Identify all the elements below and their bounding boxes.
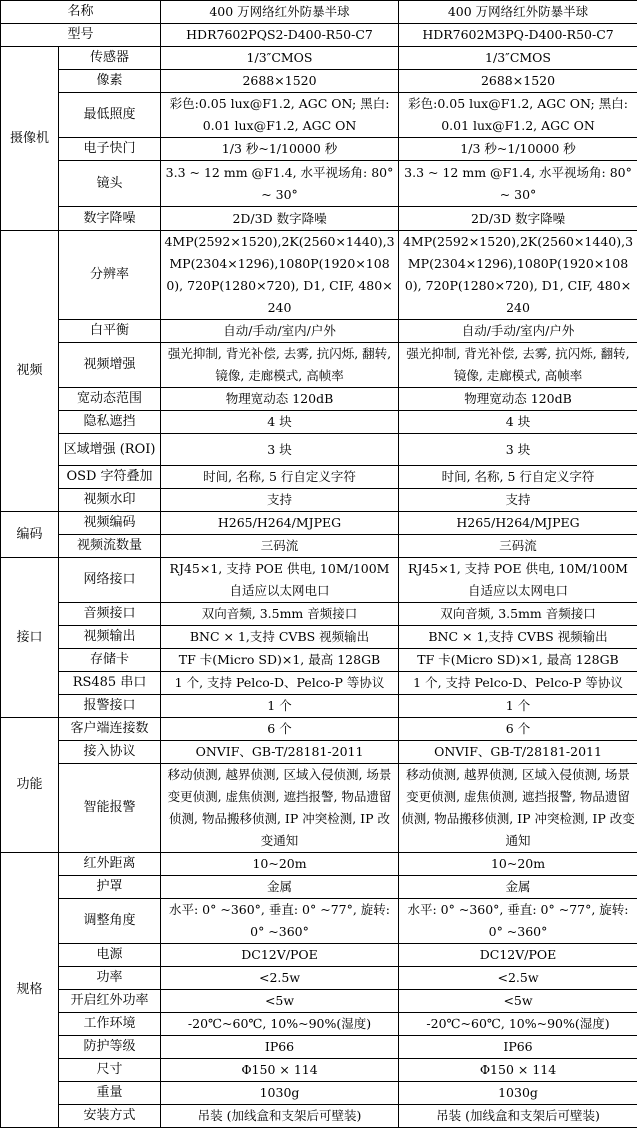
product-model-1: HDR7602PQS2-D400-R50-C7 (161, 24, 399, 47)
cell-value: BNC × 1,支持 CVBS 视频输出 (399, 626, 637, 649)
cell-value: 4 块 (161, 411, 399, 434)
cell-value: 金属 (399, 876, 637, 899)
cell-value: 吊装 (加线盒和支架后可壁装) (161, 1105, 399, 1128)
row-label: 红外距离 (59, 853, 161, 876)
cell-value: 时间, 名称, 5 行自定义字符 (161, 466, 399, 489)
cell-value: BNC × 1,支持 CVBS 视频输出 (161, 626, 399, 649)
row-label: 防护等级 (59, 1036, 161, 1059)
cell-value: 6 个 (399, 718, 637, 741)
table-row (1, 741, 637, 764)
cell-value: 水平: 0° ~360°, 垂直: 0° ~77°, 旋转: 0° ~360° (161, 899, 399, 944)
product-name-2: 400 万网络红外防暴半球 (399, 1, 637, 24)
table-row (1, 70, 637, 93)
table-row (1, 231, 637, 320)
cell-value: IP66 (399, 1036, 637, 1059)
cell-value: 双向音频, 3.5mm 音频接口 (399, 603, 637, 626)
row-label: 数字降噪 (59, 207, 161, 231)
cell-value: -20℃~60℃, 10%~90%(湿度) (161, 1013, 399, 1036)
row-label: 最低照度 (59, 93, 161, 138)
product-name-1: 400 万网络红外防暴半球 (161, 1, 399, 24)
table-row (1, 718, 637, 741)
cell-value: 4MP(2592×1520),2K(2560×1440),3MP(2304×1296),1080P(1920×1080), 720P(1280×720), D1, CIF, 480×240 (161, 231, 399, 320)
table-row (1, 967, 637, 990)
row-label: 视频增强 (59, 343, 161, 388)
row-label: 尺寸 (59, 1059, 161, 1082)
row-label: 接入协议 (59, 741, 161, 764)
cell-value: <2.5w (399, 967, 637, 990)
table-row (1, 649, 637, 672)
cell-value: 1/3 秒~1/10000 秒 (161, 138, 399, 161)
table-row (1, 343, 637, 388)
cell-value: 2D/3D 数字降噪 (399, 207, 637, 231)
section-function: 功能 (1, 718, 59, 853)
cell-value: H265/H264/MJPEG (399, 512, 637, 535)
cell-value: <2.5w (161, 967, 399, 990)
cell-value: Φ150 × 114 (399, 1059, 637, 1082)
cell-value: 2688×1520 (161, 70, 399, 93)
row-label: OSD 字符叠加 (59, 466, 161, 489)
section-camera: 摄像机 (1, 47, 59, 231)
table-row (1, 138, 637, 161)
table-row (1, 512, 637, 535)
table-row (1, 93, 637, 138)
cell-value: RJ45×1, 支持 POE 供电, 10M/100M 自适应以太网电口 (161, 558, 399, 603)
row-label: 视频编码 (59, 512, 161, 535)
cell-value: DC12V/POE (399, 944, 637, 967)
cell-value: 3 块 (399, 434, 637, 466)
table-row (1, 944, 637, 967)
table-row (1, 1, 637, 24)
row-label: 网络接口 (59, 558, 161, 603)
row-label: 宽动态范围 (59, 388, 161, 411)
cell-value: 强光抑制, 背光补偿, 去雾, 抗闪烁, 翻转, 镜像, 走廊模式, 高帧率 (161, 343, 399, 388)
table-row (1, 695, 637, 718)
section-specs: 规格 (1, 853, 59, 1128)
cell-value: ONVIF、GB-T/28181-2011 (399, 741, 637, 764)
model-label: 型号 (1, 24, 161, 47)
cell-value: 吊装 (加线盒和支架后可壁装) (399, 1105, 637, 1128)
cell-value: 3.3 ~ 12 mm @F1.4, 水平视场角: 80° ~ 30° (399, 161, 637, 207)
table-row (1, 24, 637, 47)
table-row (1, 1036, 637, 1059)
name-label: 名称 (1, 1, 161, 24)
table-row (1, 320, 637, 343)
row-label: 像素 (59, 70, 161, 93)
cell-value: 4 块 (399, 411, 637, 434)
cell-value: 自动/手动/室内/户外 (161, 320, 399, 343)
cell-value: <5w (399, 990, 637, 1013)
row-label: 功率 (59, 967, 161, 990)
cell-value: 1 个 (161, 695, 399, 718)
table-row (1, 558, 637, 603)
row-label: 重量 (59, 1082, 161, 1105)
table-row (1, 411, 637, 434)
table-row (1, 47, 637, 70)
cell-value: 1030g (399, 1082, 637, 1105)
cell-value: 1/3″CMOS (399, 47, 637, 70)
cell-value: IP66 (161, 1036, 399, 1059)
table-row (1, 1059, 637, 1082)
cell-value: 6 个 (161, 718, 399, 741)
cell-value: 2688×1520 (399, 70, 637, 93)
table-row (1, 466, 637, 489)
row-label: 区域增强 (ROI) (59, 434, 161, 466)
row-label: 分辨率 (59, 231, 161, 320)
cell-value: 彩色:0.05 lux@F1.2, AGC ON; 黑白: 0.01 lux@F1.2, AGC ON (161, 93, 399, 138)
row-label: 镜头 (59, 161, 161, 207)
cell-value: ONVIF、GB-T/28181-2011 (161, 741, 399, 764)
section-encoding: 编码 (1, 512, 59, 558)
row-label: 开启红外功率 (59, 990, 161, 1013)
cell-value: 支持 (399, 489, 637, 512)
row-label: 传感器 (59, 47, 161, 70)
cell-value: 4MP(2592×1520),2K(2560×1440),3MP(2304×1296),1080P(1920×1080), 720P(1280×720), D1, CIF, 480×240 (399, 231, 637, 320)
cell-value: 1/3 秒~1/10000 秒 (399, 138, 637, 161)
cell-value: 自动/手动/室内/户外 (399, 320, 637, 343)
table-row (1, 535, 637, 558)
cell-value: TF 卡(Micro SD)×1, 最高 128GB (161, 649, 399, 672)
table-row (1, 990, 637, 1013)
section-video: 视频 (1, 231, 59, 512)
table-row (1, 876, 637, 899)
row-label: 白平衡 (59, 320, 161, 343)
row-label: 工作环境 (59, 1013, 161, 1036)
table-row (1, 626, 637, 649)
cell-value: 金属 (161, 876, 399, 899)
cell-value: 三码流 (399, 535, 637, 558)
row-label: 视频输出 (59, 626, 161, 649)
row-label: 电源 (59, 944, 161, 967)
table-row (1, 1082, 637, 1105)
row-label: 视频水印 (59, 489, 161, 512)
cell-value: RJ45×1, 支持 POE 供电, 10M/100M 自适应以太网电口 (399, 558, 637, 603)
table-row (1, 853, 637, 876)
row-label: 存储卡 (59, 649, 161, 672)
table-row (1, 489, 637, 512)
cell-value: 1/3″CMOS (161, 47, 399, 70)
row-label: 智能报警 (59, 764, 161, 853)
cell-value: 3.3 ~ 12 mm @F1.4, 水平视场角: 80° ~ 30° (161, 161, 399, 207)
cell-value: H265/H264/MJPEG (161, 512, 399, 535)
cell-value: 1 个 (399, 695, 637, 718)
cell-value: 水平: 0° ~360°, 垂直: 0° ~77°, 旋转: 0° ~360° (399, 899, 637, 944)
cell-value: 支持 (161, 489, 399, 512)
cell-value: 1 个, 支持 Pelco-D、Pelco-P 等协议 (399, 672, 637, 695)
row-label: 视频流数量 (59, 535, 161, 558)
cell-value: 移动侦测, 越界侦测, 区域入侵侦测, 场景变更侦测, 虚焦侦测, 遮挡报警, 物品遗留侦测, 物品搬移侦测, IP 冲突检测, IP 改变通知 (399, 764, 637, 853)
cell-value: 移动侦测, 越界侦测, 区域入侵侦测, 场景变更侦测, 虚焦侦测, 遮挡报警, 物品遗留侦测, 物品搬移侦测, IP 冲突检测, IP 改变通知 (161, 764, 399, 853)
table-row (1, 899, 637, 944)
row-label: 调整角度 (59, 899, 161, 944)
cell-value: 10~20m (161, 853, 399, 876)
row-label: 报警接口 (59, 695, 161, 718)
cell-value: 10~20m (399, 853, 637, 876)
row-label: 音频接口 (59, 603, 161, 626)
table-row (1, 434, 637, 466)
cell-value: <5w (161, 990, 399, 1013)
cell-value: 1 个, 支持 Pelco-D、Pelco-P 等协议 (161, 672, 399, 695)
cell-value: 双向音频, 3.5mm 音频接口 (161, 603, 399, 626)
row-label: RS485 串口 (59, 672, 161, 695)
row-label: 电子快门 (59, 138, 161, 161)
section-interface: 接口 (1, 558, 59, 718)
product-model-2: HDR7602M3PQ-D400-R50-C7 (399, 24, 637, 47)
table-row (1, 207, 637, 231)
table-row (1, 603, 637, 626)
table-row (1, 764, 637, 853)
cell-value: 物理宽动态 120dB (161, 388, 399, 411)
cell-value: 2D/3D 数字降噪 (161, 207, 399, 231)
row-label: 客户端连接数 (59, 718, 161, 741)
table-row (1, 388, 637, 411)
table-row (1, 1013, 637, 1036)
row-label: 隐私遮挡 (59, 411, 161, 434)
cell-value: 三码流 (161, 535, 399, 558)
cell-value: -20℃~60℃, 10%~90%(湿度) (399, 1013, 637, 1036)
table-row (1, 1105, 637, 1128)
cell-value: DC12V/POE (161, 944, 399, 967)
table-row (1, 161, 637, 207)
cell-value: 1030g (161, 1082, 399, 1105)
cell-value: 时间, 名称, 5 行自定义字符 (399, 466, 637, 489)
cell-value: 3 块 (161, 434, 399, 466)
row-label: 护罩 (59, 876, 161, 899)
cell-value: TF 卡(Micro SD)×1, 最高 128GB (399, 649, 637, 672)
cell-value: 彩色:0.05 lux@F1.2, AGC ON; 黑白: 0.01 lux@F1.2, AGC ON (399, 93, 637, 138)
cell-value: 物理宽动态 120dB (399, 388, 637, 411)
row-label: 安装方式 (59, 1105, 161, 1128)
cell-value: 强光抑制, 背光补偿, 去雾, 抗闪烁, 翻转, 镜像, 走廊模式, 高帧率 (399, 343, 637, 388)
cell-value: Φ150 × 114 (161, 1059, 399, 1082)
table-row (1, 672, 637, 695)
